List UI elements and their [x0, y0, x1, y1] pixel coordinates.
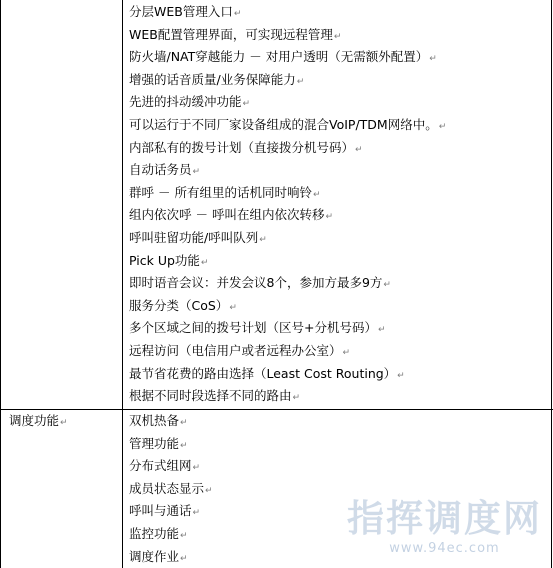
feature-item: 多个区域之间的拨号计划（区号+分机号码）↵ [129, 320, 386, 336]
feature-item: 增强的话音质量/业务保障能力↵ [129, 71, 305, 87]
feature-item: 防火墙/NAT穿越能力 － 对用户透明（无需额外配置）↵ [129, 49, 437, 65]
feature-item: 分层WEB管理入口↵ [129, 4, 242, 19]
dispatch-feature-item: 分布式组网↵ [129, 458, 201, 474]
feature-item: 可以运行于不同厂家设备组成的混合VoIP/TDM网络中。↵ [129, 116, 447, 132]
dispatch-feature-item: 成员状态显示↵ [129, 480, 213, 496]
feature-item: WEB配置管理界面，可实现远程管理↵ [129, 26, 342, 42]
feature-item: 即时语音会议：并发会议8个，参加方最多9方↵ [129, 275, 391, 291]
feature-item: 内部私有的拨号计划（直接拨分机号码）↵ [129, 139, 363, 155]
watermark-url: www.94ec.com [389, 541, 500, 556]
column-divider [122, 0, 123, 568]
feature-item: 服务分类（CoS）↵ [129, 297, 237, 313]
feature-item: 自动话务员↵ [129, 162, 201, 178]
watermark-title: 指挥调度网 [347, 497, 542, 540]
top-feature-list [129, 1, 446, 408]
feature-item: 呼叫驻留功能/呼叫队列↵ [129, 229, 267, 245]
feature-item: 最节省花费的路由选择（Least Cost Routing）↵ [129, 365, 405, 381]
dispatch-feature-item: 管理功能↵ [129, 435, 188, 451]
dispatch-feature-item: 呼叫与通话↵ [129, 503, 201, 519]
feature-item: 群呼 － 所有组里的话机同时响铃↵ [129, 184, 321, 200]
feature-item: 组内依次呼 － 呼叫在组内依次转移↵ [129, 207, 333, 223]
feature-item: 根据不同时段选择不同的路由↵ [129, 388, 301, 404]
dispatch-feature-item: 监控功能↵ [129, 525, 188, 541]
feature-item: 远程访问（电信用户或者远程办公室）↵ [129, 342, 351, 358]
dispatch-function-label: 调度功能↵ [9, 413, 68, 428]
dispatch-feature-item: 双机热备↵ [129, 413, 188, 428]
row-divider [1, 409, 553, 410]
dispatch-feature-list [129, 410, 213, 568]
feature-item: Pick Up功能↵ [129, 252, 209, 268]
dispatch-feature-item: 调度作业↵ [129, 548, 188, 564]
feature-item: 先进的抖动缓冲功能↵ [129, 94, 251, 110]
